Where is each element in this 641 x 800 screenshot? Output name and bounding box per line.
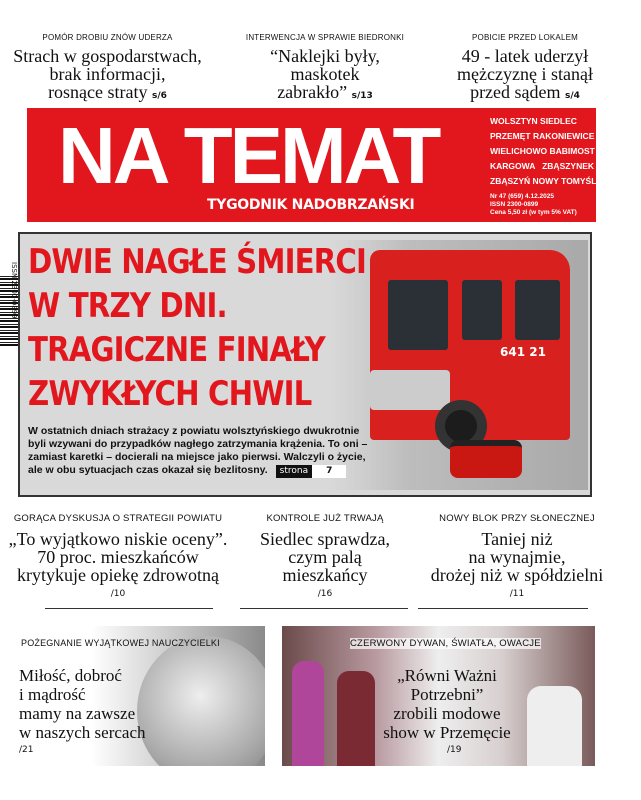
text: ZWYKŁYCH CHWIL [28, 374, 312, 414]
towns-list [490, 114, 596, 189]
mid-teaser-3[interactable] [412, 513, 622, 599]
text: 49 - latek uderzył [461, 46, 589, 66]
newspaper-logo: NA TEMAT [58, 111, 439, 200]
divider [45, 608, 213, 609]
kicker: POMÓR DROBIU ZNÓW UDERZA [42, 33, 173, 42]
text: „To wyjątkowo niskie oceny”. [8, 529, 228, 549]
decoration [0, 83, 215, 105]
top-teaser-3[interactable] [430, 33, 620, 105]
text: “Naklejki były, [270, 46, 380, 66]
text: show w Przemęcie [383, 723, 511, 742]
barcode-issn: ISSN 2300-0899 [10, 262, 18, 319]
truck-number: 641 21 [500, 345, 546, 359]
text: /16 [317, 589, 333, 599]
text: w naszych sercach [19, 723, 146, 742]
headline [0, 47, 215, 105]
headline [19, 666, 146, 742]
text: Nr 47 (659) 4.12.2025 [490, 193, 554, 200]
headline [225, 47, 425, 105]
text: /21 [19, 745, 34, 755]
headline [242, 530, 408, 584]
text: WOLSZTYN SIEDLEC [490, 116, 577, 126]
text: Potrzebni” [410, 685, 484, 704]
text: ZBĄSZYŃ NOWY TOMYŚL [490, 176, 597, 186]
lead-headline[interactable] [28, 240, 366, 416]
page-ref: s/13 [351, 91, 373, 101]
model-figure [292, 661, 324, 766]
text: zrobili modowe [393, 704, 501, 723]
text: Miłość, dobroć [19, 666, 122, 685]
mid-teaser-2[interactable] [242, 513, 408, 599]
headline [367, 666, 527, 742]
divider [240, 608, 408, 609]
bottom-story-2[interactable] [282, 626, 595, 766]
text: mamy na zawsze [19, 704, 136, 723]
text: maskotek [290, 64, 360, 84]
model-figure [527, 686, 582, 766]
text: POŻEGNANIE WYJĄTKOWEJ NAUCZYCIELKI [21, 638, 220, 648]
text: mieszkańcy [282, 565, 368, 585]
top-teaser-1[interactable] [0, 33, 215, 105]
text: TRAGICZNE FINAŁY [28, 330, 325, 370]
text: strona [276, 465, 312, 478]
headline [0, 530, 236, 584]
text: przed sądem [470, 82, 561, 102]
text: „Równi Ważni [397, 666, 497, 685]
kicker: INTERWENCJA W SPRAWIE BIEDRONKI [245, 33, 405, 42]
issue-info [490, 193, 577, 217]
decoration [515, 280, 560, 340]
lead-body-block [28, 425, 378, 478]
decoration [225, 83, 425, 105]
text: GORĄCA DYSKUSJA O STRATEGII POWIATU [13, 513, 223, 524]
text: KARGOWA ZBĄSZYNEK [490, 161, 595, 171]
text: Cena 5,50 zł (w tym 5% VAT) [490, 209, 577, 216]
text: czym palą [288, 547, 362, 567]
text: KONTROLE JUŻ TRWAJĄ [266, 513, 384, 524]
divider [418, 608, 588, 609]
page-ref [276, 465, 347, 478]
teacher-portrait [137, 636, 265, 766]
decoration [462, 280, 502, 340]
lead-body: W ostatnich dniach strażacy z powiatu wolsztyńskiego dwukrotnie byli wzywani do przypadków nagłego zatrzymania krążenia. To oni – zamiast karetki – docierali na miejsce jako pierwsi. Walczyli o życie, ale w obu sytuacjach czas okazał się bezlitosny. [28, 425, 368, 476]
bottom-story-1[interactable] [17, 626, 265, 766]
text: WIELICHOWO BABIMOST [490, 146, 595, 156]
decoration [370, 370, 450, 410]
headline [412, 530, 622, 584]
text: /11 [509, 589, 525, 599]
text: rosnące straty [48, 82, 148, 102]
decoration [388, 280, 448, 350]
decoration [430, 83, 620, 105]
text: Taniej niż [481, 529, 553, 549]
text: /10 [110, 589, 126, 599]
top-teaser-2[interactable] [225, 33, 425, 105]
text: drożej niż w spółdzielni [430, 565, 604, 585]
text: na wynajmie, [468, 547, 566, 567]
newspaper-subtitle: TYGODNIK NADOBRZAŃSKI [207, 197, 415, 213]
text: ISSN 2300-0899 [490, 201, 539, 208]
text: Strach w gospodarstwach, [13, 46, 202, 66]
headline [430, 47, 620, 105]
text: i mądrość [19, 685, 86, 704]
text: DWIE NAGŁE ŚMIERCI [28, 242, 366, 282]
page-ref: s/6 [152, 91, 167, 101]
text: mężczyznę i stanął [457, 64, 593, 84]
text: Siedlec sprawdza, [260, 529, 390, 549]
kicker: POBICIE PRZED LOKALEM [471, 33, 578, 42]
text: CZERWONY DYWAN, ŚWIATŁA, OWACJE [350, 638, 541, 649]
mid-teaser-1[interactable] [0, 513, 236, 599]
text: 7 [312, 465, 346, 478]
text: NOWY BLOK PRZY SŁONECZNEJ [439, 513, 595, 524]
rescue-bag [450, 440, 522, 478]
text: brak informacji, [49, 64, 166, 84]
page-ref: s/4 [565, 91, 580, 101]
text: zabrakło” [277, 82, 348, 102]
text: PRZEMĘT RAKONIEWICE [490, 131, 595, 141]
text: krytykuje opiekę zdrowotną [17, 565, 219, 585]
text: /19 [447, 745, 462, 755]
text: W TRZY DNI. [28, 286, 227, 326]
text: 70 proc. mieszkańców [37, 547, 199, 567]
